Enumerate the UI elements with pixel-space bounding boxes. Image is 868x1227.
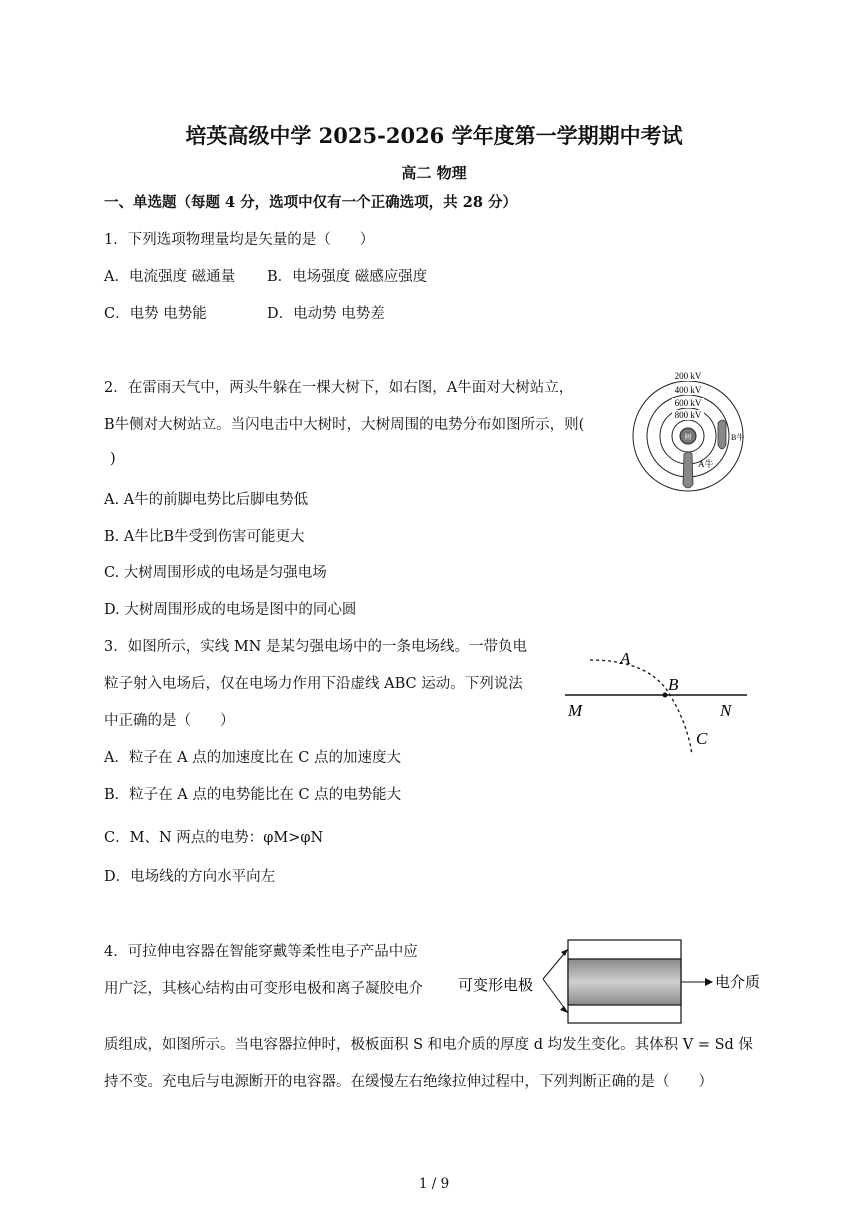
- q4-line-3: 质组成，如图所示。当电容器拉伸时，极板面积 S 和电介质的厚度 d 均发生变化。其体积 V = Sd 保: [104, 1037, 753, 1053]
- cow-a-icon: [683, 452, 693, 488]
- q2-line-1: 2．在雷雨天气中，两头牛躲在一棵大树下，如右图，A牛面对大树站立，: [104, 380, 574, 396]
- q1-option-a: A．电流强度 磁通量: [104, 269, 236, 285]
- page-number: 1 / 9: [418, 1176, 450, 1192]
- q1-stem: 1．下列选项物理量均是矢量的是（ ）: [104, 232, 375, 248]
- q3-option-c: C．M、N 两点的电势：φM>φN: [104, 830, 324, 846]
- q4-capacitor-figure: [455, 935, 770, 1030]
- q2-option-c: C. 大树周围形成的电场是匀强电场: [104, 565, 327, 581]
- cow-b-label: B牛: [731, 433, 745, 442]
- q4-line-1: 4．可拉伸电容器在智能穿戴等柔性电子产品中应: [104, 944, 418, 960]
- q4-line-4: 持不变。充电后与电源断开的电容器。在缓慢左右绝缘拉伸过程中，下列判断正确的是（ ）: [104, 1074, 713, 1090]
- q3-field-line-figure: [560, 640, 755, 760]
- q3-option-b: B．粒子在 A 点的电势能比在 C 点的电势能大: [104, 787, 402, 803]
- q3-option-a: A．粒子在 A 点的加速度比在 C 点的加速度大: [104, 750, 401, 766]
- label-c: C: [696, 729, 708, 748]
- q2-option-a: A. A牛的前脚电势比后脚电势低: [104, 492, 309, 508]
- label-m: M: [568, 701, 583, 720]
- ring-label-200: 200 kV: [674, 371, 702, 381]
- q2-option-b: B. A牛比B牛受到伤害可能更大: [104, 529, 305, 545]
- q4-line-2: 用广泛，其核心结构由可变形电极和离子凝胶电介: [104, 981, 423, 997]
- exam-title: 培英高级中学 2025-2026 学年度第一学期期中考试: [185, 123, 683, 148]
- exam-subtitle: 高二 物理: [401, 164, 467, 182]
- electrode-label: 可变形电极: [458, 978, 534, 994]
- cow-a-label: A牛: [698, 459, 714, 469]
- dielectric-label: 电介质: [715, 975, 761, 991]
- label-n: N: [720, 701, 732, 720]
- q2-option-d: D. 大树周围形成的电场是图中的同心圆: [104, 602, 357, 618]
- ring-label-400: 400 kV: [674, 385, 702, 395]
- q3-line-1: 3．如图所示，实线 MN 是某匀强电场中的一条电场线。一带负电: [104, 639, 527, 655]
- dielectric-layer: [568, 959, 681, 1005]
- q2-equipotential-figure: [628, 368, 758, 498]
- q1-option-d: D．电动势 电势差: [267, 306, 385, 322]
- q3-line-3: 中正确的是（ ）: [104, 713, 235, 729]
- cow-b-icon: [718, 420, 726, 449]
- tree-label: 树: [684, 433, 692, 441]
- ring-label-600: 600 kV: [674, 398, 702, 408]
- label-b: B: [668, 675, 679, 694]
- q3-line-2: 粒子射入电场后，仅在电场力作用下沿虚线 ABC 运动。下列说法: [104, 676, 523, 692]
- q1-option-b: B．电场强度 磁感应强度: [267, 269, 428, 285]
- label-a: A: [620, 649, 631, 668]
- q3-option-d: D．电场线的方向水平向左: [104, 869, 276, 885]
- ring-label-800: 800 kV: [674, 410, 702, 420]
- q2-line-2: B牛侧对大树站立。当闪电击中大树时，大树周围的电势分布如图所示，则(: [104, 417, 585, 433]
- q2-line-3: ): [110, 451, 116, 467]
- section-heading: 一、单选题（每题 4 分，选项中仅有一个正确选项，共 28 分）: [104, 194, 517, 211]
- q1-option-c: C．电势 电势能: [104, 306, 207, 322]
- point-b: [663, 693, 668, 698]
